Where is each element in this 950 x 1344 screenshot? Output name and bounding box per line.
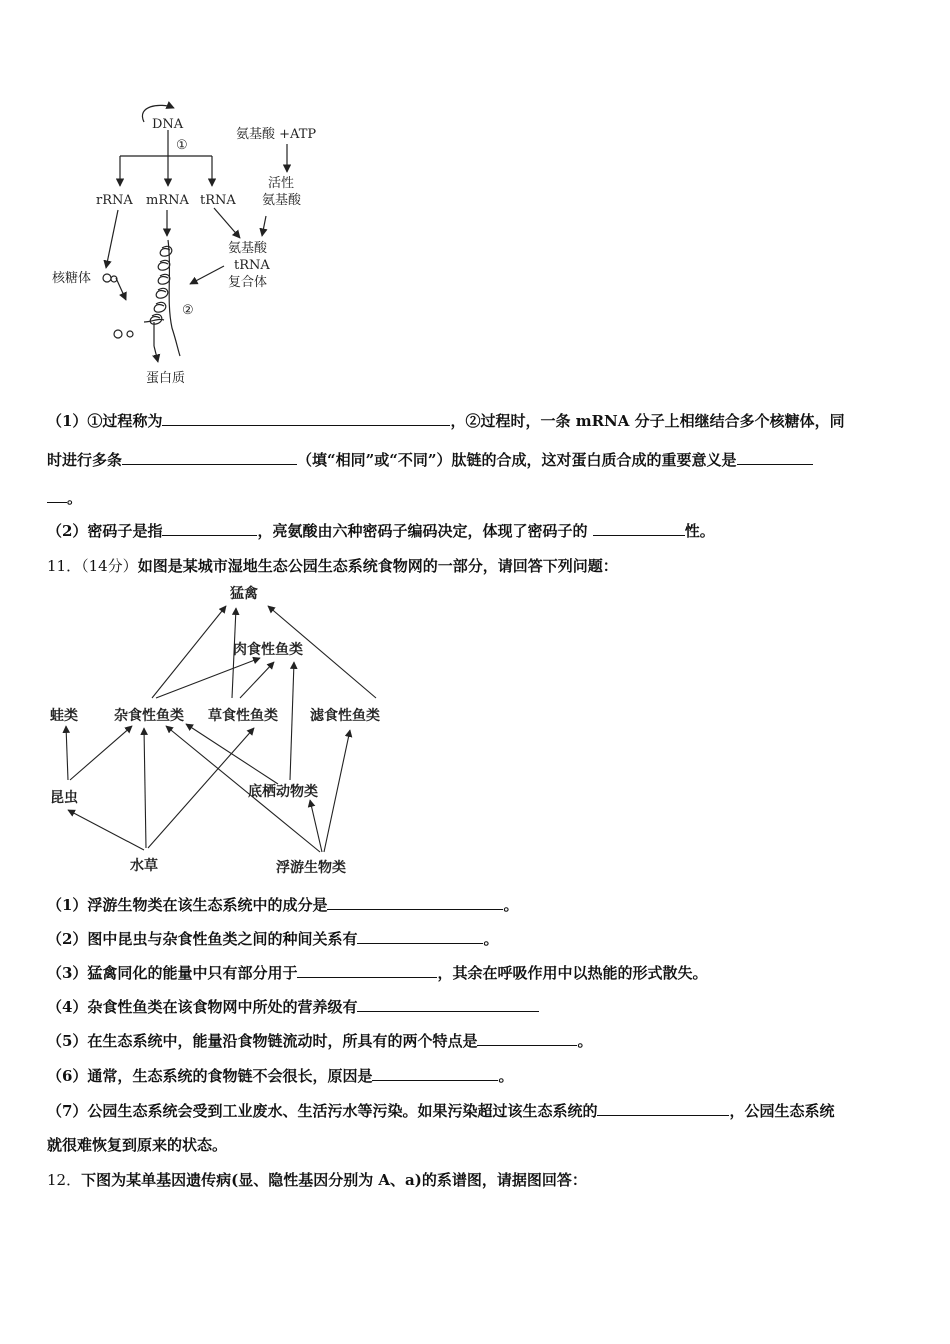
node-insect: 昆虫 bbox=[50, 790, 78, 806]
label-complex-3: 复合体 bbox=[228, 275, 268, 290]
answer-blank[interactable] bbox=[162, 520, 257, 536]
answer-blank[interactable] bbox=[357, 996, 539, 1012]
q11-sub5: （5）在生态系统中，能量沿食物链流动时，所具有的两个特点是 。 bbox=[47, 1032, 593, 1050]
q10-part2: （2）密码子是指 ，亮氨酸由六种密码子编码决定，体现了密码子的 性。 bbox=[47, 522, 715, 540]
answer-blank[interactable] bbox=[327, 894, 503, 910]
answer-blank[interactable] bbox=[372, 1065, 498, 1081]
q11-sub3: （3）猛禽同化的能量中只有部分用于 ，其余在呼吸作用中以热能的形式散失。 bbox=[47, 964, 708, 982]
released-ribosome bbox=[114, 330, 122, 338]
node-filter-fish: 滤食性鱼类 bbox=[310, 708, 380, 724]
node-raptor: 猛禽 bbox=[230, 586, 258, 602]
label-ribosome: 核糖体 bbox=[52, 271, 92, 286]
q11-sub7-line2: 就很难恢复到原来的状态。 bbox=[47, 1136, 228, 1154]
q12-stem: 12．下图为某单基因遗传病(显、隐性基因分别为 A、a)的系谱图，请据图回答： bbox=[47, 1171, 587, 1189]
node-carnivore-fish: 肉食性鱼类 bbox=[233, 642, 303, 658]
q11-sub7-line1: （7）公园生态系统会受到工业废水、生活污水等污染。如果污染超过该生态系统的 ，公园生态系统 bbox=[47, 1102, 835, 1120]
q10-part1-line3: 。 bbox=[47, 487, 82, 508]
q11-stem: 11．（14分）如图是某城市湿地生态公园生态系统食物网的一部分，请回答下列问题： bbox=[47, 557, 618, 575]
food-web-diagram bbox=[40, 580, 400, 880]
gene-expression-diagram bbox=[40, 100, 360, 395]
node-benthic: 底栖动物类 bbox=[248, 784, 318, 800]
node-omnivore-fish: 杂食性鱼类 bbox=[114, 708, 184, 724]
label-mrna: mRNA bbox=[146, 193, 189, 208]
q10-part1-line1: （1）①过程称为 ，②过程时，一条 mRNA 分子上相继结合多个核糖体，同 bbox=[47, 412, 845, 430]
answer-blank[interactable] bbox=[737, 449, 813, 465]
q10-part1-line2: 时进行多条 （填“相同”或“不同”）肽链的合成，这对蛋白质合成的重要意义是 bbox=[47, 449, 813, 470]
node-plankton: 浮游生物类 bbox=[276, 860, 346, 876]
answer-blank[interactable] bbox=[47, 487, 67, 503]
answer-blank[interactable] bbox=[597, 1100, 729, 1116]
label-aa-atp: 氨基酸 +ATP bbox=[236, 127, 317, 142]
q11-sub1: （1）浮游生物类在该生态系统中的成分是 。 bbox=[47, 896, 519, 914]
label-dna: DNA bbox=[152, 117, 184, 132]
label-protein: 蛋白质 bbox=[146, 371, 186, 386]
polysome bbox=[150, 246, 172, 324]
q11-sub6: （6）通常，生态系统的食物链不会很长，原因是 。 bbox=[47, 1067, 514, 1085]
label-rrna: rRNA bbox=[96, 193, 133, 208]
node-waterweed: 水草 bbox=[130, 858, 158, 874]
node-herbivore-fish: 草食性鱼类 bbox=[208, 708, 278, 724]
label-trna: tRNA bbox=[200, 193, 236, 208]
answer-blank[interactable] bbox=[162, 410, 450, 426]
label-step1: ① bbox=[176, 138, 188, 153]
ribosome-small bbox=[103, 274, 111, 282]
node-frog: 蛙类 bbox=[50, 708, 78, 724]
mrna-strand bbox=[168, 240, 180, 356]
answer-blank[interactable] bbox=[122, 449, 297, 465]
answer-blank[interactable] bbox=[477, 1030, 577, 1046]
label-active-aa-2: 氨基酸 bbox=[262, 193, 302, 208]
label-complex-2: tRNA bbox=[234, 258, 270, 273]
label-complex-1: 氨基酸 bbox=[228, 241, 268, 256]
answer-blank[interactable] bbox=[593, 520, 685, 536]
q11-sub2: （2）图中昆虫与杂食性鱼类之间的种间关系有 。 bbox=[47, 930, 499, 948]
answer-blank[interactable] bbox=[357, 928, 483, 944]
label-active-aa-1: 活性 bbox=[268, 176, 295, 191]
q11-sub4: （4）杂食性鱼类在该食物网中所处的营养级有 bbox=[47, 996, 539, 1017]
answer-blank[interactable] bbox=[297, 962, 437, 978]
label-step2: ② bbox=[182, 303, 194, 318]
